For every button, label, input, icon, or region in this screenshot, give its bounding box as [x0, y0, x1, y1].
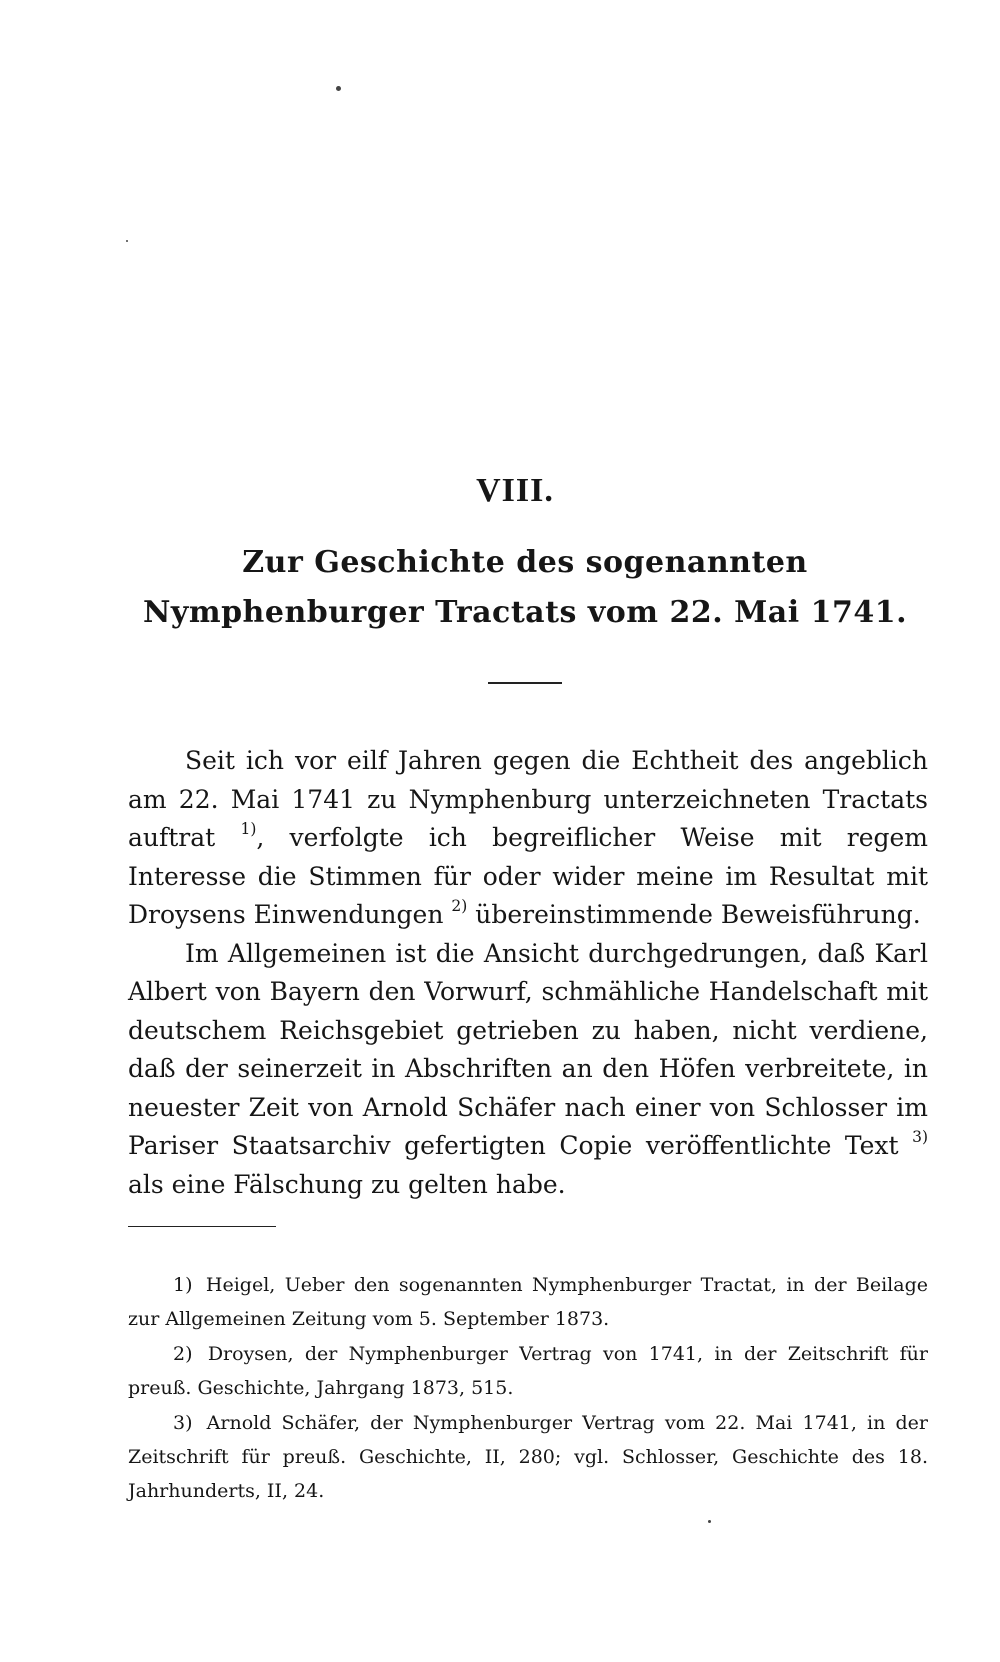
footnote-number: 3): [173, 1412, 193, 1434]
chapter-number: VIII.: [476, 472, 554, 509]
footnote: [128, 1337, 928, 1405]
footnote-number: 2): [173, 1343, 193, 1365]
paragraph-text: Im Allgemeinen ist die Ansicht durchgedrungen, daß Karl Albert von Bayern den Vorwurf, schmähliche Handelschaft mit deutschem Reichsgebiet getrieben zu haben, nicht verdiene, daß der seinerzeit in Abschriften an den Höfen verbreitete, in neuester Zeit von Arnold Schäfer nach einer von Schlosser im Pariser Staatsarchiv gefertigten Copie veröffentlichte Text: [128, 938, 928, 1160]
footnote-text: Heigel, Ueber den sogenannten Nymphenburger Tractat, in der Beilage zur Allgemeinen Zeitung vom 5. September 1873.: [128, 1274, 928, 1330]
footnote-number: 1): [173, 1274, 193, 1296]
footnote: [128, 1268, 928, 1336]
footnote-reference: 2): [451, 896, 468, 915]
paragraph-text: als eine Fälschung zu gelten habe.: [128, 1169, 566, 1199]
footnote-reference: 1): [240, 819, 257, 838]
footnote-divider: [128, 1226, 276, 1227]
scan-speck: [708, 1520, 711, 1523]
footnote: [128, 1406, 928, 1508]
footnotes: [128, 1268, 928, 1509]
scan-speck: [126, 240, 128, 242]
body-text: [128, 742, 928, 1204]
footnote-text: Droysen, der Nymphenburger Vertrag von 1741, in der Zeitschrift für preuß. Geschichte, Jahrgang 1873, 515.: [128, 1343, 928, 1399]
scan-speck: [336, 86, 341, 91]
paragraph: [128, 742, 928, 935]
paragraph-text: , verfolgte ich begreiflicher Weise mit regem Interesse die Stimmen für oder wider meine im Resultat mit Droysens Einwendungen: [128, 823, 929, 929]
footnote-text: Arnold Schäfer, der Nymphenburger Vertrag vom 22. Mai 1741, in der Zeitschrift für preuß. Geschichte, II, 280; vgl. Schlosser, Geschichte des 18. Jahrhunderts, II, 24.: [128, 1412, 928, 1502]
title-divider: [488, 682, 562, 684]
footnote-reference: 3): [912, 1127, 928, 1146]
paragraph: [128, 935, 928, 1205]
chapter-title: Zur Geschichte des sogenannten Nymphenburger Tractats vom 22. Mai 1741.: [142, 545, 908, 630]
paragraph-text: übereinstimmende Beweisführung.: [467, 900, 921, 929]
paragraph-text: Seit ich vor eilf Jahren gegen die Echtheit des angeblich am 22. Mai 1741 zu Nymphenburg unterzeichneten Tractats auftrat: [128, 746, 928, 852]
